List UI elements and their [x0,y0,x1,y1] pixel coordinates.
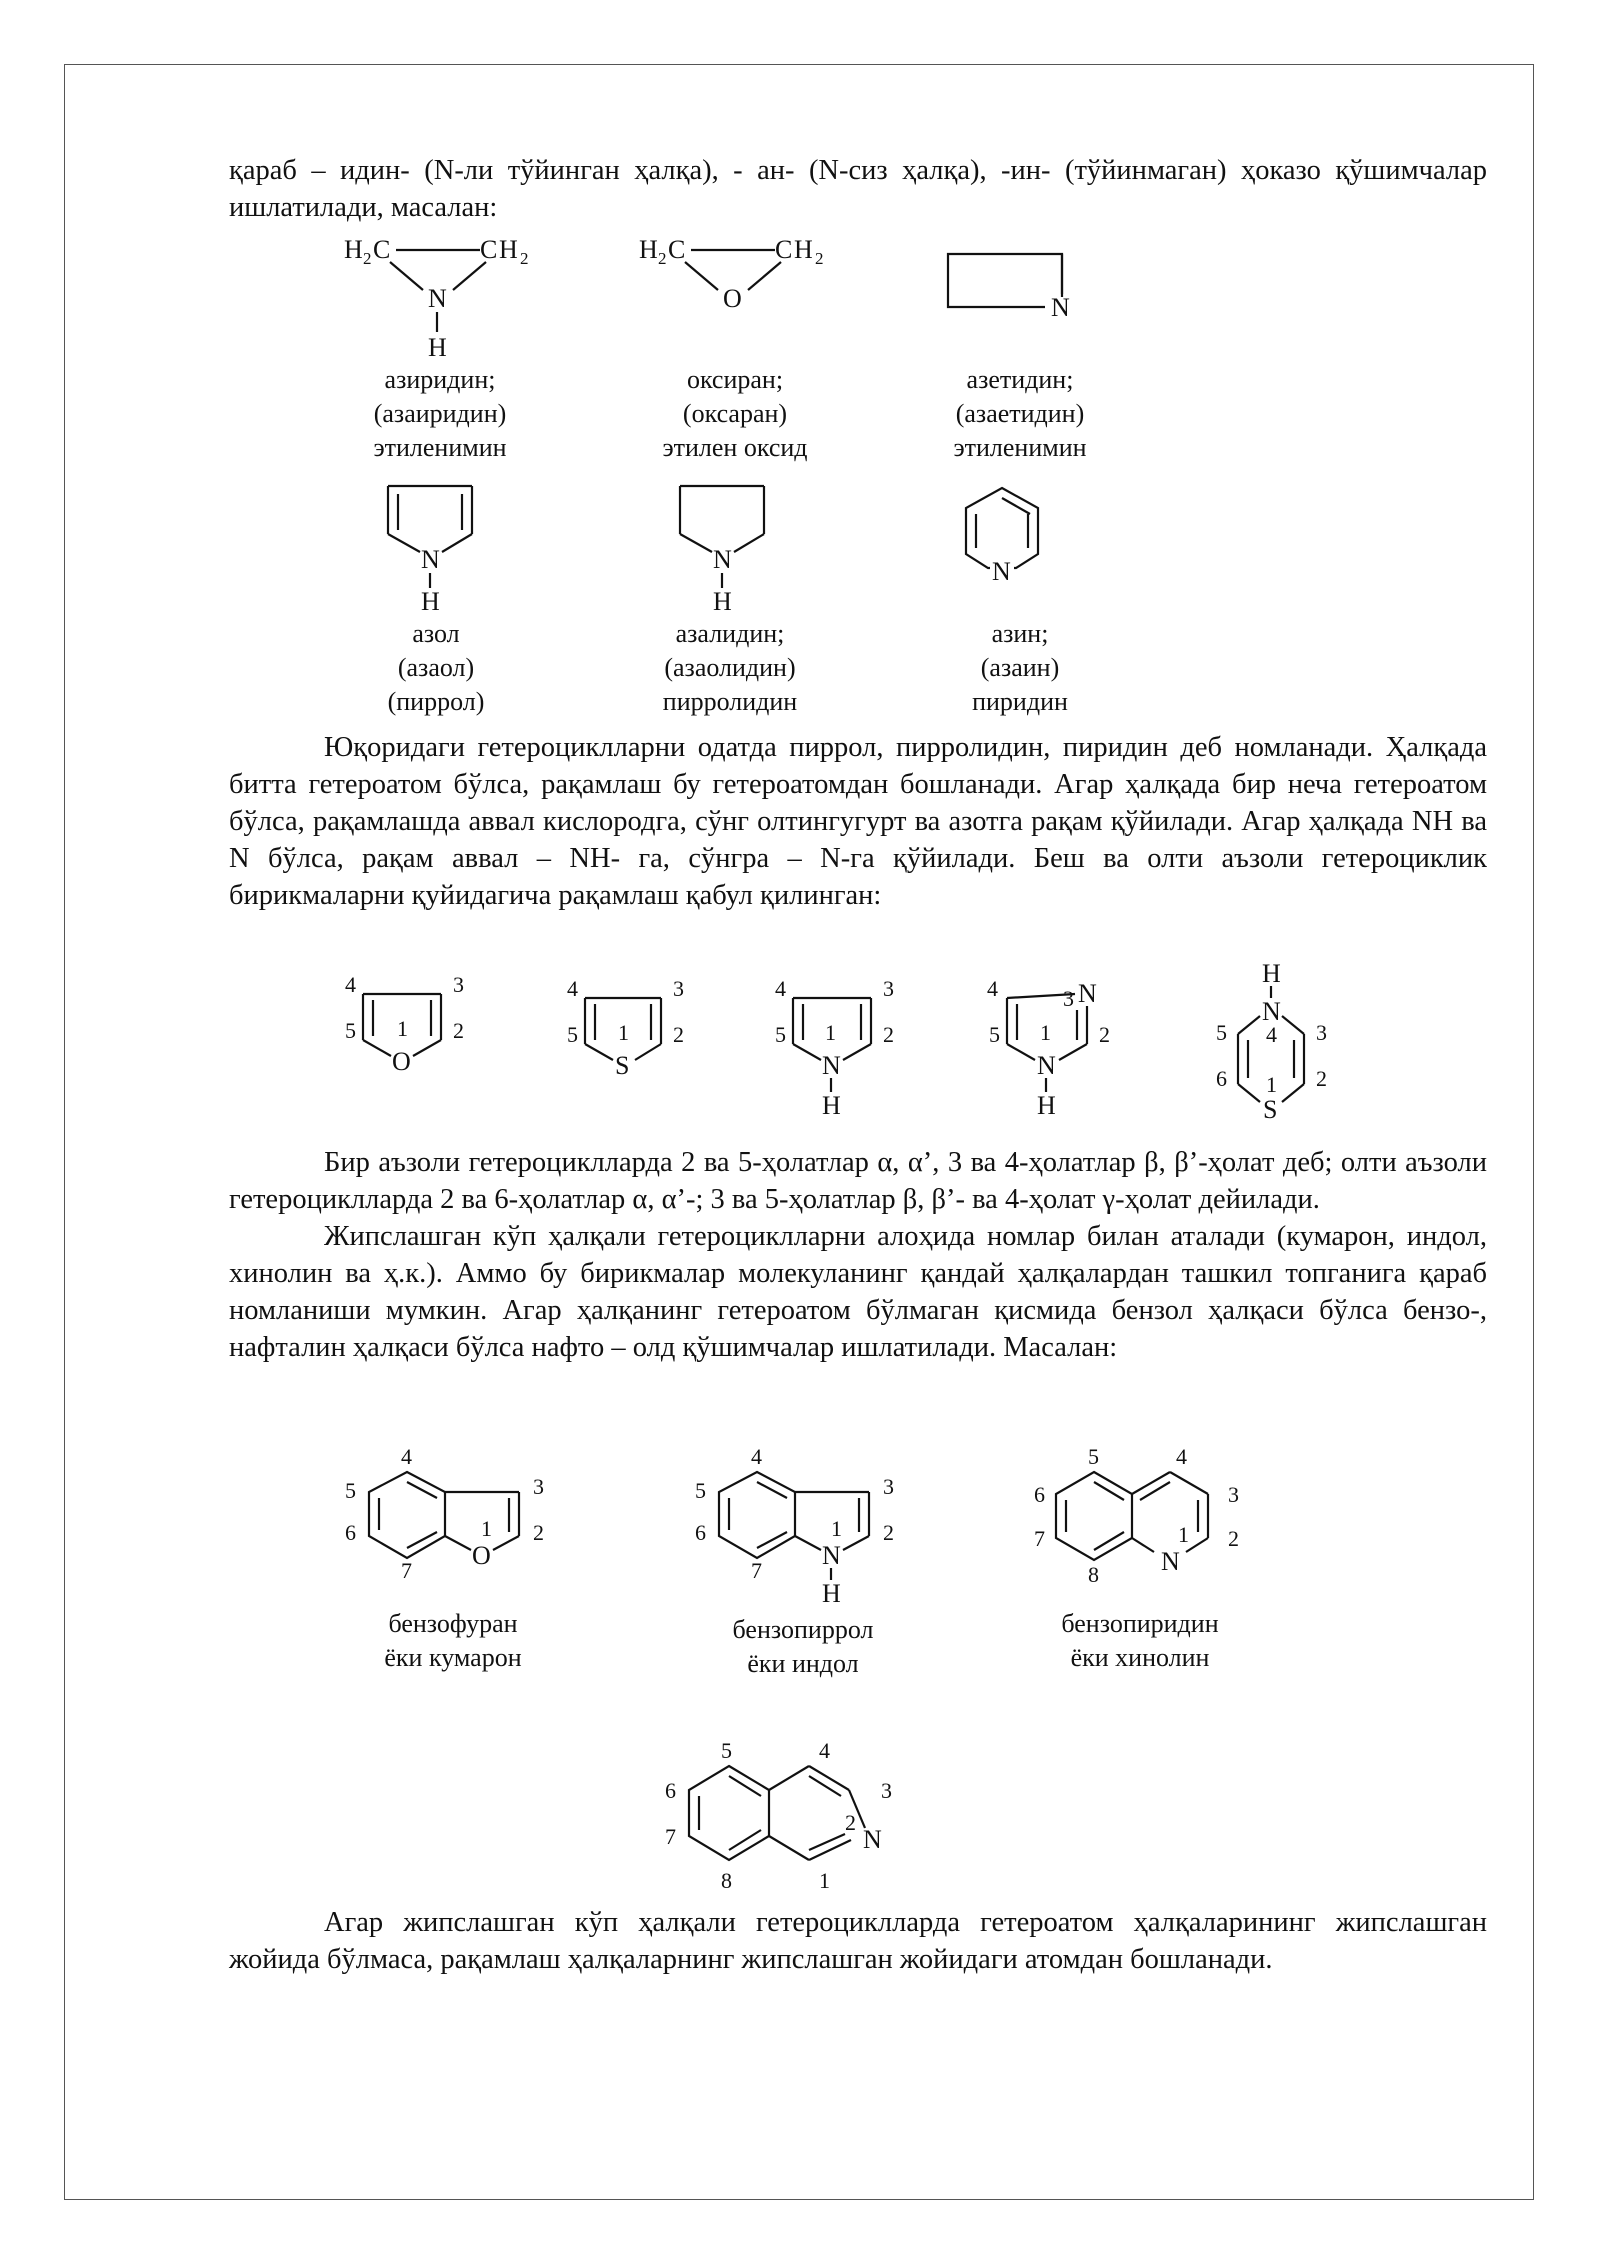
svg-text:оксиран;: оксиран; [686,365,784,394]
svg-text:2: 2 [533,1520,544,1545]
svg-text:O: O [392,1047,411,1076]
svg-text:N: N [822,1051,841,1080]
svg-text:7: 7 [1034,1526,1045,1551]
svg-text:N: N [421,545,440,574]
svg-text:N: N [1037,1051,1056,1080]
svg-text:2: 2 [363,249,372,268]
quinoline-structure [1030,1442,1270,1678]
svg-text:азол: азол [412,619,460,648]
svg-text:1: 1 [1178,1522,1189,1547]
furan-numbered-structure [335,972,485,1082]
svg-text:N: N [1051,293,1070,322]
paragraph-numbering: Юқоридаги гетероциклларни одатда пиррол, пирролидин, пиридин деб номланади. Ҳалқада битта гетероатом бўлса, рақамлаш бу гетероатомдан бошланади. Агар ҳалқада бир неча гетероатом бўлса, рақамлашда аввал кислородга, сўнг олтингугурт ва азотга рақам қўйилади. Агар ҳалқада NH ва N бўлса, рақам аввал – NH- га, сўнгра – N-га қўйилади. Беш ва олти аъзоли гетероциклик бирикмаларни қуйидагича рақамлаш қабул қилинган: [229,732,1487,911]
paragraph-suffixes: қараб – идин- (N-ли тўйинган ҳалқа), - ан- (N-сиз ҳалқа), -ин- (тўйинмаган) ҳоказо қўшимчалар ишлатилади, масалан: [229,155,1487,223]
svg-text:C: C [668,235,686,264]
svg-text:5: 5 [345,1018,356,1043]
svg-text:6: 6 [695,1520,706,1545]
svg-text:азалидин;: азалидин; [675,619,785,648]
svg-text:H: H [822,1579,841,1608]
svg-text:(азаолидин): (азаолидин) [664,653,796,682]
svg-text:5: 5 [1216,1020,1227,1045]
svg-text:4: 4 [775,976,786,1001]
svg-text:N: N [428,284,447,313]
svg-text:N: N [992,557,1011,586]
svg-text:7: 7 [401,1558,412,1583]
svg-text:8: 8 [721,1868,732,1893]
svg-text:3: 3 [883,976,894,1001]
azole-structure [340,472,540,722]
svg-text:этилен оксид: этилен оксид [662,433,808,462]
svg-text:H: H [639,235,658,264]
imidazole-numbered-structure [985,976,1135,1126]
svg-text:6: 6 [1034,1482,1045,1507]
thiazine-numbered-structure [1200,958,1350,1128]
svg-text:пирролидин: пирролидин [662,687,798,716]
svg-text:H: H [344,235,363,264]
svg-text:2: 2 [815,249,824,268]
page-content [229,152,1487,226]
svg-text:1: 1 [825,1020,836,1045]
svg-text:6: 6 [1216,1066,1227,1091]
svg-text:S: S [615,1051,630,1080]
svg-text:азетидин;: азетидин; [966,365,1074,394]
svg-text:1: 1 [618,1020,629,1045]
svg-text:2: 2 [1316,1066,1327,1091]
svg-text:1: 1 [831,1516,842,1541]
svg-text:7: 7 [665,1824,676,1849]
svg-text:4: 4 [567,976,578,1001]
svg-text:N: N [1078,979,1097,1008]
svg-text:C: C [373,235,391,264]
svg-text:2: 2 [1228,1526,1239,1551]
svg-text:ёки кумарон: ёки кумарон [384,1643,522,1672]
svg-text:3: 3 [883,1474,894,1499]
svg-text:5: 5 [989,1022,1000,1047]
svg-text:этиленимин: этиленимин [953,433,1087,462]
thiophene-numbered-structure [555,976,705,1086]
svg-text:H: H [1037,1091,1056,1120]
svg-text:H: H [713,587,732,616]
svg-text:N: N [1262,997,1281,1026]
svg-text:(азаол): (азаол) [397,653,475,682]
svg-text:O: O [472,1541,491,1570]
svg-text:ёки индол: ёки индол [747,1649,859,1678]
svg-text:2: 2 [845,1810,856,1835]
svg-text:4: 4 [751,1444,762,1469]
svg-text:1: 1 [481,1516,492,1541]
paragraph-positions-block [229,1144,1487,1366]
svg-text:7: 7 [751,1558,762,1583]
svg-text:4: 4 [1176,1444,1187,1469]
svg-text:H: H [499,235,518,264]
paragraph-positions: Бир аъзоли гетероциклларда 2 ва 5-ҳолатлар α, α’, 3 ва 4-ҳолатлар β, β’-ҳолат деб; олти аъзоли гетероциклларда 2 ва 6-ҳолатлар α, α’-; 3 ва 5-ҳолатлар β, β’- ва 4-ҳолат γ-ҳолат дейилади. [229,1147,1487,1215]
svg-text:2: 2 [453,1018,464,1043]
svg-text:N: N [713,545,732,574]
azolidine-structure [630,472,850,722]
svg-text:5: 5 [775,1022,786,1047]
svg-text:(азаиридин): (азаиридин) [373,399,507,428]
pyrrole-numbered-structure [765,976,915,1126]
oxirane-structure [625,228,865,462]
paragraph-final: Агар жипслашган кўп ҳалқали гетероциклларда гетероатом ҳалқаларининг жипслашган жойида бўлмаса, рақамлаш ҳалқаларнинг жипслашган жойидаги атомдан бошланади. [229,1907,1487,1975]
svg-text:пиридин: пиридин [972,687,1068,716]
svg-text:4: 4 [819,1738,830,1763]
svg-text:3: 3 [673,976,684,1001]
svg-text:5: 5 [567,1022,578,1047]
svg-text:3: 3 [1063,986,1074,1011]
svg-text:(азаетидин): (азаетидин) [955,399,1085,428]
svg-text:4: 4 [401,1444,412,1469]
paragraph-numbering-block [229,729,1487,914]
svg-text:3: 3 [453,972,464,997]
svg-text:N: N [822,1541,841,1570]
svg-text:H: H [428,333,447,362]
svg-text:6: 6 [665,1778,676,1803]
svg-text:O: O [723,284,742,313]
isoquinoline-structure [655,1736,915,1896]
svg-text:2: 2 [883,1520,894,1545]
svg-text:(оксаран): (оксаран) [682,399,788,428]
svg-text:3: 3 [881,1778,892,1803]
svg-text:3: 3 [533,1474,544,1499]
svg-text:2: 2 [520,249,529,268]
indole-structure [685,1442,925,1688]
svg-text:ёки хинолин: ёки хинолин [1070,1643,1210,1672]
svg-text:3: 3 [1228,1482,1239,1507]
svg-text:5: 5 [721,1738,732,1763]
svg-text:1: 1 [819,1868,830,1893]
svg-text:5: 5 [695,1478,706,1503]
svg-text:8: 8 [1088,1562,1099,1587]
benzofuran-structure [335,1442,575,1678]
aziridine-structure [330,228,570,462]
svg-text:2: 2 [658,249,667,268]
svg-text:бензофуран: бензофуран [388,1609,518,1638]
svg-text:H: H [1262,959,1281,988]
svg-text:2: 2 [1099,1022,1110,1047]
svg-text:бензопиридин: бензопиридин [1061,1609,1219,1638]
svg-text:1: 1 [1040,1020,1051,1045]
svg-text:3: 3 [1316,1020,1327,1045]
svg-text:этиленимин: этиленимин [373,433,507,462]
paragraph-final-block [229,1904,1487,1978]
svg-text:C: C [480,235,498,264]
svg-text:N: N [863,1825,882,1854]
svg-text:H: H [421,587,440,616]
svg-text:1: 1 [1266,1072,1277,1097]
svg-text:4: 4 [987,976,998,1001]
svg-text:C: C [775,235,793,264]
svg-text:H: H [822,1091,841,1120]
svg-text:N: N [1161,1547,1180,1576]
svg-text:1: 1 [397,1016,408,1041]
azine-structure [920,476,1120,722]
svg-text:4: 4 [1266,1022,1277,1047]
svg-text:(пиррол): (пиррол) [387,687,485,716]
svg-text:5: 5 [1088,1444,1099,1469]
azetidine-structure [920,242,1120,464]
svg-text:бензопиррол: бензопиррол [732,1615,874,1644]
svg-text:2: 2 [883,1022,894,1047]
svg-text:(азаин): (азаин) [980,653,1060,682]
svg-text:S: S [1263,1095,1278,1124]
paragraph-fused: Жипслашган кўп ҳалқали гетероциклларни алоҳида номлар билан аталади (кумарон, индол, хинолин ва ҳ.к.). Аммо бу бирикмалар молекуланинг қандай ҳалқалардан ташкил топганига қараб номланиши мумкин. Агар ҳалқанинг гетероатом бўлмаган қисмида бензол ҳалқаси бўлса бензо-, нафталин ҳалқаси бўлса нафто – олд қўшимчалар ишлатилади. Масалан: [229,1221,1487,1363]
svg-text:4: 4 [345,972,356,997]
svg-text:азиридин;: азиридин; [384,365,496,394]
svg-text:2: 2 [673,1022,684,1047]
svg-text:H: H [794,235,813,264]
svg-text:азин;: азин; [991,619,1049,648]
svg-text:6: 6 [345,1520,356,1545]
svg-text:5: 5 [345,1478,356,1503]
